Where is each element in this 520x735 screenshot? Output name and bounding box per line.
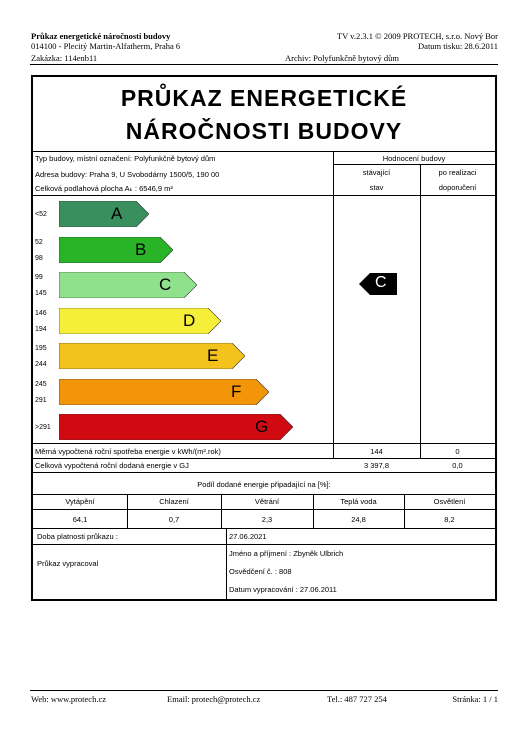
current-class-letter: C — [375, 274, 387, 291]
footer-rule — [30, 690, 498, 691]
building-address: Adresa budovy: Praha 9, U Svobodárny 1500/5, 190 00 — [35, 170, 220, 179]
energy-class-letter: E — [207, 346, 219, 365]
divider — [33, 544, 495, 545]
certificate-number: Osvědčení č. : 808 — [229, 567, 292, 576]
header-archive: Archiv: Polyfunkčně bytový dům — [285, 53, 400, 63]
divider — [33, 494, 495, 495]
energy-class-letter: B — [135, 239, 147, 259]
energy-class-letter: C — [159, 275, 172, 294]
header-doc-name: Průkaz energetické náročnosti budovy — [31, 31, 171, 41]
floor-area: Celková podlahová plocha Aₖ : 6546,9 m² — [35, 184, 173, 193]
share-hot-water-value: 24,8 — [351, 515, 366, 524]
share-heating-value: 64,1 — [72, 515, 88, 524]
energy-class-bar-c — [59, 272, 197, 298]
energy-class-bar-d — [59, 308, 221, 334]
divider — [33, 195, 495, 196]
class-range-high: 98 — [35, 254, 43, 262]
energy-class-letter: A — [111, 204, 123, 223]
building-type: Typ budovy, místní označení: Polyfunkčně bytový dům — [35, 154, 216, 163]
validity-value: 27.06.2021 — [229, 532, 267, 541]
class-range-low: 99 — [35, 274, 43, 281]
class-range-low: <52 — [35, 211, 47, 218]
specific-consumption-label: Měrná vypočtená roční spotřeba energie v kWh/(m².rok) — [35, 447, 221, 456]
class-range-low: 52 — [35, 238, 43, 246]
prepared-date: Datum vypracování : 27.06.2011 — [229, 585, 337, 594]
class-range-high: 291 — [35, 396, 47, 404]
current-state-label: stav — [369, 183, 384, 192]
header-rule — [30, 64, 498, 65]
header-print-date: Datum tisku: 28.6.2011 — [418, 41, 498, 51]
specific-consumption-after: 0 — [455, 447, 460, 456]
share-ventilation-label: Větrání — [254, 497, 280, 506]
energy-class-letter: D — [183, 310, 196, 330]
after-label: doporučení — [438, 183, 477, 192]
class-range-high: 194 — [35, 325, 47, 333]
share-heating-label: Vytápění — [65, 497, 95, 506]
class-range-low: 195 — [35, 345, 47, 352]
header-order: Zakázka: 114enb11 — [31, 53, 98, 63]
current-class-marker — [359, 273, 397, 295]
energy-class-letter: F — [231, 381, 242, 401]
current-state-label: stávající — [362, 168, 391, 177]
title-line-1: PRŮKAZ ENERGETICKÉ — [120, 85, 408, 111]
share-ventilation-value: 2,3 — [261, 515, 273, 524]
share-lighting-label: Osvětlení — [433, 497, 466, 506]
class-range-high: 145 — [35, 290, 47, 297]
divider — [33, 472, 495, 473]
specific-consumption-current: 144 — [370, 447, 383, 456]
energy-class-letter: G — [255, 417, 269, 436]
rating-header: Hodnocení budovy — [382, 154, 446, 163]
energy-class-bar-a — [59, 201, 149, 227]
total-energy-current: 3 397,8 — [363, 461, 390, 470]
share-cooling-label: Chlazení — [159, 497, 189, 506]
divider — [420, 164, 421, 458]
total-energy-after: 0,0 — [452, 461, 463, 470]
author-name: Jméno a příjmení : Zbyněk Ulbrich — [229, 549, 344, 558]
divider — [33, 151, 495, 152]
divider — [33, 599, 495, 600]
divider — [33, 528, 495, 529]
header-software: TV v.2.3.1 © 2009 PROTECH, s.r.o. Nový Bor — [336, 31, 498, 41]
share-hot-water-label: Teplá voda — [340, 497, 377, 506]
divider — [333, 151, 334, 458]
after-label: po realizaci — [438, 168, 477, 177]
class-range-low: 146 — [35, 309, 47, 317]
total-energy-label: Celková vypočtená roční dodaná energie v GJ — [35, 461, 189, 470]
validity-label: Doba platnosti průkazu : — [37, 532, 118, 541]
share-cooling-value: 0,7 — [168, 515, 180, 524]
divider — [333, 164, 495, 165]
divider — [33, 443, 495, 444]
divider — [33, 509, 495, 510]
class-range-high: 244 — [35, 361, 47, 368]
energy-certificate-card — [31, 75, 497, 601]
share-title: Podíl dodané energie připadající na [%]: — [197, 480, 331, 489]
class-range-low: >291 — [35, 424, 51, 431]
title-line-2: NÁROČNOSTI BUDOVY — [125, 118, 403, 144]
divider — [226, 528, 227, 599]
prepared-by-label: Průkaz vypracoval — [37, 559, 99, 568]
footer-page: Stránka: 1 / 1 — [452, 694, 498, 704]
footer-web: Web: www.protech.cz — [31, 694, 106, 704]
footer-phone: Tel.: 487 727 254 — [327, 694, 387, 704]
header-project: 014100 - Plecitý Martin-Alfatherm, Praha 6 — [31, 41, 181, 51]
divider — [33, 458, 495, 459]
energy-class-bar-b — [59, 237, 173, 263]
share-lighting-value: 8,2 — [444, 515, 455, 524]
footer-email: Email: protech@protech.cz — [167, 694, 261, 704]
class-range-low: 245 — [35, 380, 47, 388]
